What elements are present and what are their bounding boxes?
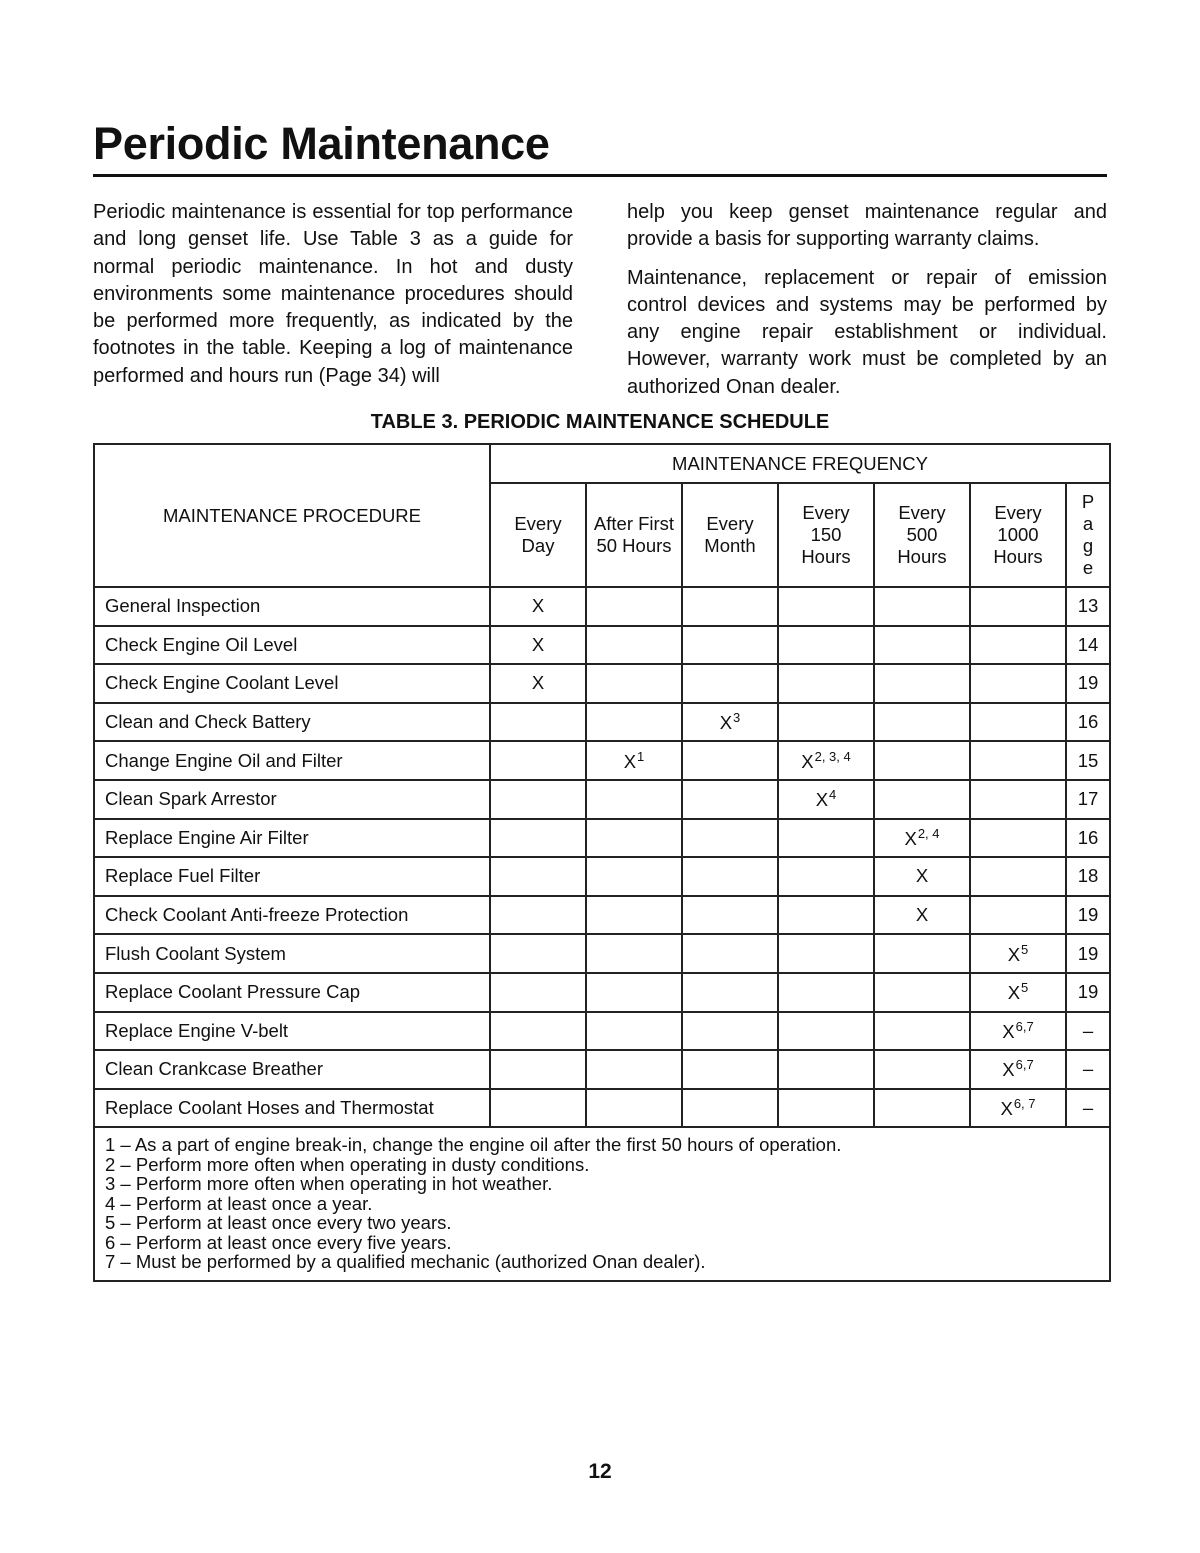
title-divider	[93, 174, 1107, 177]
frequency-cell	[490, 664, 586, 703]
frequency-cell	[682, 819, 778, 858]
frequency-cell	[586, 934, 682, 973]
footnote-ref: 3	[733, 710, 741, 726]
header-line: Hours	[801, 546, 851, 567]
frequency-cell	[586, 741, 682, 780]
frequency-cell	[970, 741, 1066, 780]
frequency-cell	[586, 780, 682, 819]
footnote-line: 1 – As a part of engine break-in, change the engine oil after the first 50 hours of operation.	[105, 1134, 842, 1156]
table-row	[94, 587, 1110, 626]
page-ref-cell: 19	[1066, 973, 1110, 1012]
table-row	[94, 819, 1110, 858]
frequency-mark: X	[1002, 1059, 1015, 1081]
footnote-line: 7 – Must be performed by a qualified mechanic (authorized Onan dealer).	[105, 1251, 706, 1273]
table-row	[94, 664, 1110, 703]
header-line: Day	[521, 535, 555, 556]
footnote-ref: 5	[1021, 980, 1029, 996]
frequency-cell	[778, 664, 874, 703]
procedure-cell: Check Coolant Anti-freeze Protection	[94, 896, 490, 935]
header-line: Every	[802, 502, 850, 523]
table-row	[94, 857, 1110, 896]
frequency-cell	[874, 780, 970, 819]
frequency-cell	[490, 626, 586, 665]
frequency-cell	[778, 703, 874, 742]
frequency-cell	[490, 1050, 586, 1089]
frequency-mark: X	[904, 827, 917, 849]
frequency-cell	[586, 819, 682, 858]
procedure-cell: Clean Spark Arrestor	[94, 780, 490, 819]
page-header-letter: g	[1082, 535, 1094, 556]
frequency-cell	[874, 819, 970, 858]
frequency-cell	[682, 1050, 778, 1089]
frequency-cell	[586, 703, 682, 742]
frequency-cell	[682, 1089, 778, 1128]
frequency-cell	[682, 857, 778, 896]
procedure-cell: General Inspection	[94, 587, 490, 626]
footnote-ref: 6,7	[1015, 1057, 1034, 1073]
procedure-cell: Check Engine Coolant Level	[94, 664, 490, 703]
frequency-cell	[778, 1012, 874, 1051]
header-line: Every	[898, 502, 946, 523]
frequency-mark: X	[1007, 943, 1021, 965]
header-line: 150	[810, 524, 842, 545]
header-line: 50 Hours	[596, 535, 672, 556]
table-row	[94, 703, 1110, 742]
frequency-cell	[490, 741, 586, 780]
frequency-cell	[682, 934, 778, 973]
table-caption: TABLE 3. PERIODIC MAINTENANCE SCHEDULE	[370, 411, 830, 433]
frequency-cell	[874, 703, 970, 742]
frequency-cell	[970, 973, 1066, 1012]
frequency-mark: X	[1002, 1020, 1015, 1042]
footnote-line: 3 – Perform more often when operating in hot weather.	[105, 1173, 553, 1195]
procedure-cell: Check Engine Oil Level	[94, 626, 490, 665]
page-ref-cell: 13	[1066, 587, 1110, 626]
frequency-cell	[682, 1012, 778, 1051]
frequency-cell	[778, 934, 874, 973]
frequency-mark: X	[531, 633, 545, 655]
procedure-cell: Clean Crankcase Breather	[94, 1050, 490, 1089]
frequency-header: MAINTENANCE FREQUENCY	[490, 444, 1110, 483]
page-title: Periodic Maintenance	[93, 118, 550, 169]
header-line: 1000	[997, 524, 1039, 545]
frequency-cell	[778, 819, 874, 858]
frequency-cell	[682, 973, 778, 1012]
page-header-letter: e	[1082, 557, 1094, 578]
frequency-cell	[682, 780, 778, 819]
frequency-cell	[778, 1089, 874, 1128]
frequency-cell	[778, 896, 874, 935]
table-row	[94, 1012, 1110, 1051]
intro-right-paragraph-2: Maintenance, replacement or repair of emission control devices and systems may be performed by any engine repair establishment or individual. However, warranty work must be completed by an authorized Onan dealer.	[627, 266, 1107, 398]
intro-right-paragraph-1: help you keep genset maintenance regular and provide a basis for supporting warranty claims.	[627, 201, 1107, 251]
frequency-cell	[874, 1012, 970, 1051]
frequency-mark: X	[1000, 1098, 1013, 1120]
frequency-column-header	[778, 483, 874, 587]
page-ref-cell: 17	[1066, 780, 1110, 819]
frequency-cell	[874, 857, 970, 896]
frequency-cell	[586, 896, 682, 935]
frequency-cell	[490, 819, 586, 858]
table-row	[94, 626, 1110, 665]
frequency-cell	[874, 626, 970, 665]
page-ref-cell: 15	[1066, 741, 1110, 780]
frequency-cell	[778, 857, 874, 896]
frequency-cell	[586, 973, 682, 1012]
frequency-cell	[586, 1089, 682, 1128]
frequency-cell	[970, 1012, 1066, 1051]
table-row	[94, 780, 1110, 819]
frequency-mark: X	[1007, 982, 1021, 1004]
page-header-letter: a	[1082, 513, 1094, 534]
footnote-ref: 2, 4	[917, 825, 940, 841]
procedure-cell: Replace Engine Air Filter	[94, 819, 490, 858]
frequency-cell	[778, 587, 874, 626]
procedure-cell: Replace Coolant Pressure Cap	[94, 973, 490, 1012]
page-ref-cell: 16	[1066, 703, 1110, 742]
frequency-cell	[490, 703, 586, 742]
frequency-cell	[682, 741, 778, 780]
header-line: Every	[514, 513, 562, 534]
header-line: After First	[593, 513, 675, 534]
footnote-line: 2 – Perform more often when operating in dusty conditions.	[105, 1153, 590, 1175]
frequency-mark: X	[531, 595, 545, 617]
frequency-cell	[586, 664, 682, 703]
frequency-cell	[970, 626, 1066, 665]
footnote-line: 5 – Perform at least once every two years.	[105, 1212, 452, 1234]
footnote-line: 4 – Perform at least once a year.	[105, 1192, 373, 1214]
frequency-cell	[778, 780, 874, 819]
frequency-mark: X	[915, 904, 929, 926]
frequency-cell	[874, 973, 970, 1012]
frequency-cell	[970, 780, 1066, 819]
frequency-cell	[970, 587, 1066, 626]
frequency-cell	[490, 934, 586, 973]
page-ref-cell: 19	[1066, 934, 1110, 973]
page-column-header	[1066, 483, 1110, 587]
page-header-letter: P	[1081, 491, 1095, 512]
page-ref-cell: 19	[1066, 664, 1110, 703]
header-line: Month	[704, 535, 756, 556]
frequency-cell	[970, 857, 1066, 896]
frequency-cell	[970, 896, 1066, 935]
header-line: Every	[706, 513, 754, 534]
footnote-ref: 6,7	[1015, 1018, 1034, 1034]
page-number: 12	[588, 1460, 612, 1483]
frequency-column-header	[682, 483, 778, 587]
frequency-mark: X	[531, 672, 545, 694]
procedure-header: MAINTENANCE PROCEDURE	[94, 444, 490, 587]
frequency-mark: X	[719, 712, 733, 734]
frequency-cell	[586, 857, 682, 896]
footnote-line: 6 – Perform at least once every five years.	[105, 1231, 452, 1253]
frequency-cell	[490, 1089, 586, 1128]
table-row	[94, 973, 1110, 1012]
table-row	[94, 896, 1110, 935]
footnote-ref: 1	[637, 748, 645, 764]
frequency-cell	[874, 587, 970, 626]
frequency-cell	[874, 1089, 970, 1128]
frequency-cell	[970, 934, 1066, 973]
frequency-mark: X	[623, 750, 637, 772]
frequency-cell	[682, 587, 778, 626]
page-ref-cell: 19	[1066, 896, 1110, 935]
frequency-cell	[874, 741, 970, 780]
frequency-cell	[490, 857, 586, 896]
table-row	[94, 1089, 1110, 1128]
frequency-cell	[970, 664, 1066, 703]
frequency-column-header	[490, 483, 586, 587]
frequency-cell	[778, 741, 874, 780]
frequency-cell	[682, 664, 778, 703]
maintenance-schedule-table	[93, 443, 1111, 1282]
frequency-cell	[586, 1050, 682, 1089]
frequency-column-header	[586, 483, 682, 587]
procedure-cell: Replace Coolant Hoses and Thermostat	[94, 1089, 490, 1128]
procedure-cell: Change Engine Oil and Filter	[94, 741, 490, 780]
frequency-cell	[586, 1012, 682, 1051]
frequency-cell	[490, 1012, 586, 1051]
frequency-cell	[682, 703, 778, 742]
frequency-cell	[874, 664, 970, 703]
page-ref-cell: 14	[1066, 626, 1110, 665]
frequency-cell	[970, 819, 1066, 858]
page-ref-cell: 16	[1066, 819, 1110, 858]
frequency-cell	[778, 1050, 874, 1089]
frequency-mark: X	[801, 750, 814, 772]
header-line: 500	[906, 524, 938, 545]
procedure-cell: Flush Coolant System	[94, 934, 490, 973]
frequency-cell	[778, 973, 874, 1012]
footnotes	[94, 1127, 1110, 1281]
table-row	[94, 1050, 1110, 1089]
frequency-cell	[490, 587, 586, 626]
frequency-mark: X	[815, 789, 829, 811]
frequency-cell	[970, 703, 1066, 742]
footnote-ref: 6, 7	[1013, 1096, 1036, 1112]
frequency-cell	[682, 896, 778, 935]
header-line: Hours	[993, 546, 1043, 567]
frequency-cell	[682, 626, 778, 665]
footnote-ref: 5	[1021, 941, 1029, 957]
page-ref-cell: –	[1066, 1089, 1110, 1128]
footnote-ref: 4	[829, 787, 837, 803]
frequency-mark: X	[915, 865, 929, 887]
frequency-cell	[586, 587, 682, 626]
table-row	[94, 934, 1110, 973]
frequency-cell	[874, 1050, 970, 1089]
frequency-column-header	[970, 483, 1066, 587]
frequency-cell	[970, 1089, 1066, 1128]
intro-right-column	[627, 199, 1107, 412]
header-line: Every	[994, 502, 1042, 523]
frequency-cell	[490, 973, 586, 1012]
table-row	[94, 741, 1110, 780]
page-ref-cell: –	[1066, 1012, 1110, 1051]
page-ref-cell: –	[1066, 1050, 1110, 1089]
frequency-cell	[490, 896, 586, 935]
procedure-cell: Clean and Check Battery	[94, 703, 490, 742]
intro-left-paragraph: Periodic maintenance is essential for top performance and long genset life. Use Table 3 as a guide for normal periodic maintenance. In hot and dusty environments some maintenance procedures should be performed more frequently, as indicated by the footnotes in the table. Keeping a log of maintenance performed and hours run (Page 34) will	[93, 201, 573, 387]
frequency-cell	[970, 1050, 1066, 1089]
procedure-cell: Replace Engine V-belt	[94, 1012, 490, 1051]
footnote-ref: 2, 3, 4	[814, 748, 851, 764]
frequency-cell	[778, 626, 874, 665]
frequency-column-header	[874, 483, 970, 587]
header-line: Hours	[897, 546, 947, 567]
frequency-cell	[490, 780, 586, 819]
procedure-cell: Replace Fuel Filter	[94, 857, 490, 896]
frequency-cell	[874, 934, 970, 973]
frequency-cell	[586, 626, 682, 665]
page-ref-cell: 18	[1066, 857, 1110, 896]
frequency-cell	[874, 896, 970, 935]
